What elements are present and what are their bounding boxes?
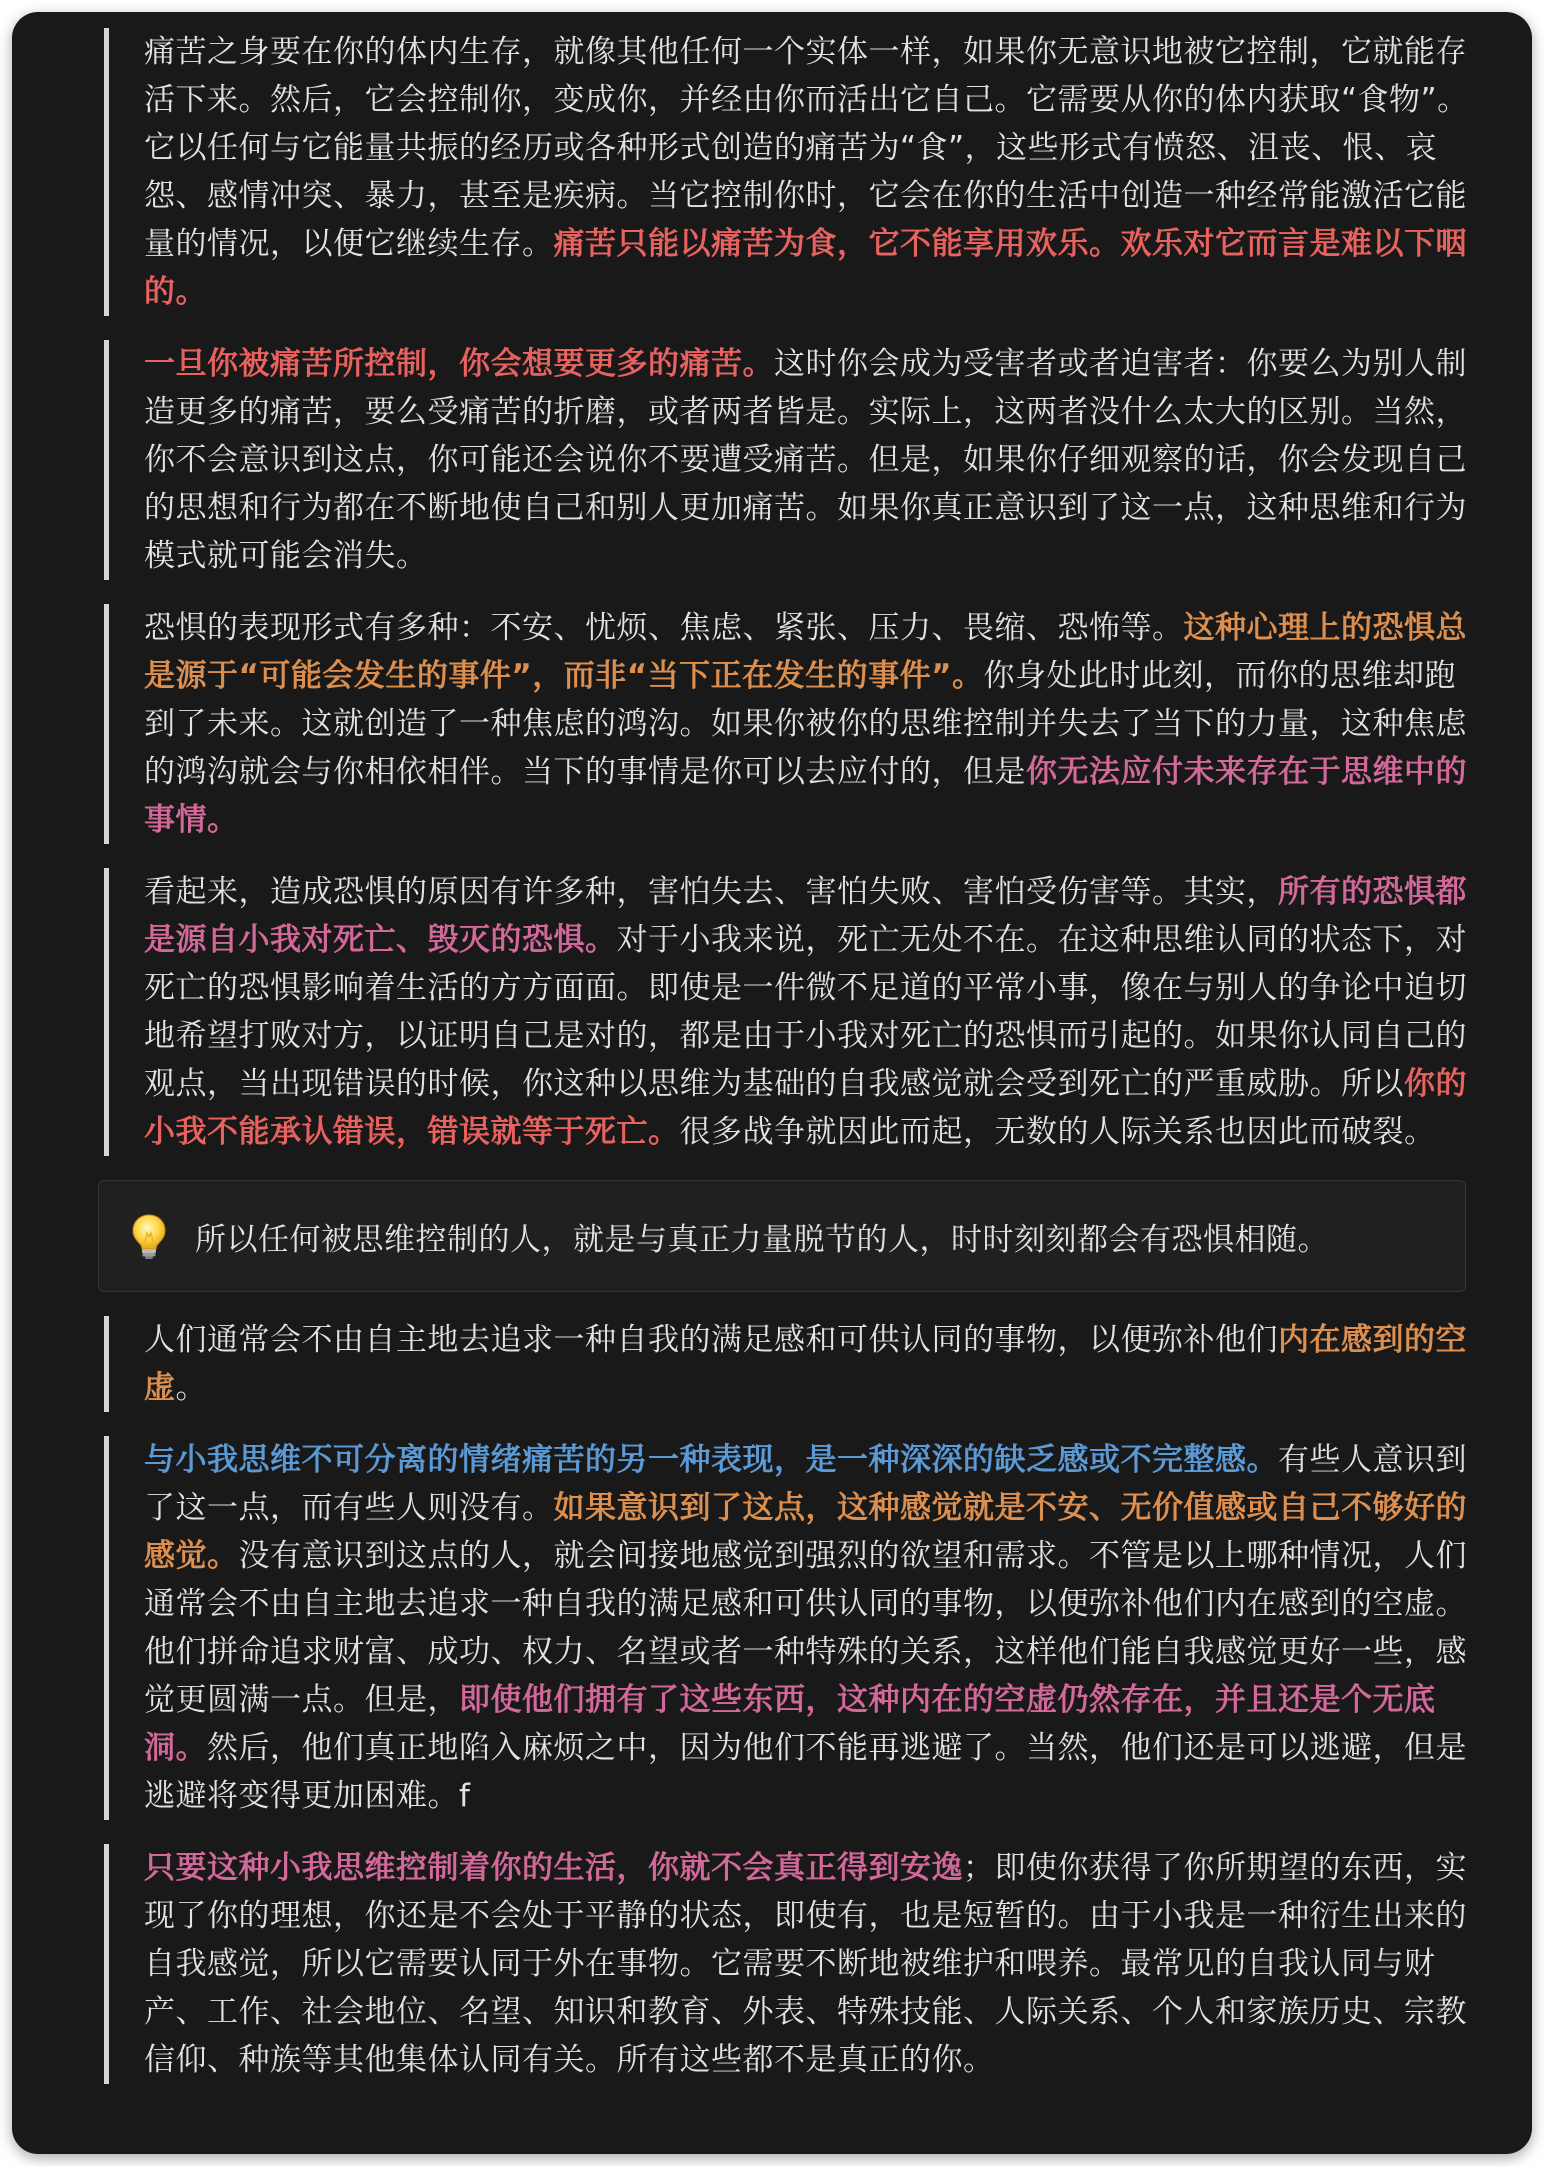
- body-text: ；即使你获得了你所期望的东西，实现了你的理想，你还是不会处于平静的状态，即使有，也是短暂的。由于小我是一种衍生出来的自我感觉，所以它需要认同于外在事物。它需要不断地被维护和喂养。最常见的自我认同与财产、工作、社会地位、名望、知识和教育、外表、特殊技能、人际关系、个人和家族历史、宗教信仰、种族等其他集体认同有关。所有这些都不是真正的你。: [144, 1850, 1467, 2078]
- highlighted-text: 与小我思维不可分离的情绪痛苦的另一种表现，是一种深深的缺乏感或不完整感。: [144, 1442, 1278, 1478]
- quote-paragraph: [144, 1844, 1480, 2084]
- quote-paragraph: [144, 28, 1480, 316]
- highlighted-text: 这种心理上的恐惧总是源于“可能会发生的事件”，而非“当下正在发生的事件”。: [144, 610, 1467, 694]
- body-text: 有些人意识到了这一点，而有些人则没有。: [144, 1442, 1467, 1526]
- callout-box: [98, 1180, 1466, 1292]
- highlighted-text: 所有的恐惧都是源自小我对死亡、毁灭的恐惧。: [144, 874, 1467, 958]
- quote-block: [104, 1844, 1490, 2084]
- highlighted-text: 即使他们拥有了这些东西，这种内在的空虚仍然存在，并且还是个无底洞。: [144, 1682, 1436, 1766]
- body-text: 。: [175, 1370, 207, 1406]
- quote-block: [104, 28, 1490, 316]
- quote-paragraph: [144, 1316, 1480, 1412]
- body-text: 看起来，造成恐惧的原因有许多种，害怕失去、害怕失败、害怕受伤害等。其实，: [144, 874, 1278, 910]
- body-text: 对于小我来说，死亡无处不在。在这种思维认同的状态下，对死亡的恐惧影响着生活的方方面面。即使是一件微不足道的平常小事，像在与别人的争论中迫切地希望打败对方，以证明自己是对的，都是由于小我对死亡的恐惧而引起的。如果你认同自己的观点，当出现错误的时候，你这种以思维为基础的自我感觉就会受到死亡的严重威胁。所以: [144, 922, 1467, 1102]
- body-text: 你身处此时此刻，而你的思维却跑到了未来。这就创造了一种焦虑的鸿沟。如果你被你的思维控制并失去了当下的力量，这种焦虑的鸿沟就会与你相依相伴。当下的事情是你可以去应付的，但是: [144, 658, 1467, 790]
- body-text: 然后，他们真正地陷入麻烦之中，因为他们不能再逃避了。当然，他们还是可以逃避，但是逃避将变得更加困难。f: [144, 1730, 1467, 1814]
- quote-block: [104, 340, 1490, 580]
- highlighted-text: 你的小我不能承认错误，错误就等于死亡。: [144, 1066, 1467, 1150]
- quote-paragraph: [144, 340, 1480, 580]
- highlighted-text: 一旦你被痛苦所控制，你会想要更多的痛苦。: [144, 346, 774, 382]
- document-frame: [12, 12, 1532, 2154]
- body-text: 人们通常会不由自主地去追求一种自我的满足感和可供认同的事物，以便弥补他们: [144, 1322, 1278, 1358]
- quote-block: [104, 1436, 1490, 1820]
- body-text: 这时你会成为受害者或者迫害者：你要么为别人制造更多的痛苦，要么受痛苦的折磨，或者两者皆是。实际上，这两者没什么太大的区别。当然，你不会意识到这点，你可能还会说你不要遭受痛苦。但是，如果你仔细观察的话，你会发现自己的思想和行为都在不断地使自己和别人更加痛苦。如果你真正意识到了这一点，这种思维和行为模式就可能会消失。: [144, 346, 1467, 574]
- quote-paragraph: [144, 604, 1480, 844]
- quote-block: [104, 1316, 1490, 1412]
- lightbulb-icon: [129, 1212, 169, 1260]
- callout-text: 所以任何被思维控制的人，就是与真正力量脱节的人，时时刻刻都会有恐惧相随。: [195, 1221, 1329, 1258]
- body-text: 没有意识到这点的人，就会间接地感觉到强烈的欲望和需求。不管是以上哪种情况，人们通常会不由自主地去追求一种自我的满足感和可供认同的事物，以便弥补他们内在感到的空虚。他们拼命追求财富、成功、权力、名望或者一种特殊的关系，这样他们能自我感觉更好一些，感觉更圆满一点。但是，: [144, 1538, 1467, 1718]
- body-text: 恐惧的表现形式有多种：不安、忧烦、焦虑、紧张、压力、畏缩、恐怖等。: [144, 610, 1184, 646]
- body-text: 痛苦之身要在你的体内生存，就像其他任何一个实体一样，如果你无意识地被它控制，它就能存活下来。然后，它会控制你，变成你，并经由你而活出它自己。它需要从你的体内获取“食物”。它以任何与它能量共振的经历或各种形式创造的痛苦为“食”，这些形式有愤怒、沮丧、恨、哀怨、感情冲突、暴力，甚至是疾病。当它控制你时，它会在你的生活中创造一种经常能激活它能量的情况，以便它继续生存。: [144, 34, 1469, 262]
- quote-paragraph: [144, 1436, 1480, 1820]
- highlighted-text: 只要这种小我思维控制着你的生活，你就不会真正得到安逸: [144, 1850, 963, 1886]
- quote-paragraph: [144, 868, 1480, 1156]
- body-text: 很多战争就因此而起，无数的人际关系也因此而破裂。: [679, 1114, 1436, 1150]
- highlighted-text: 痛苦只能以痛苦为食，它不能享用欢乐。欢乐对它而言是难以下咽的。: [144, 226, 1467, 310]
- quote-block: [104, 868, 1490, 1156]
- quote-block: [104, 604, 1490, 844]
- document-content: [104, 28, 1490, 2108]
- highlighted-text: 内在感到的空虚: [144, 1322, 1467, 1406]
- highlighted-text: 如果意识到了这点，这种感觉就是不安、无价值感或自己不够好的感觉。: [144, 1490, 1467, 1574]
- highlighted-text: 你无法应付未来存在于思维中的事情。: [144, 754, 1467, 838]
